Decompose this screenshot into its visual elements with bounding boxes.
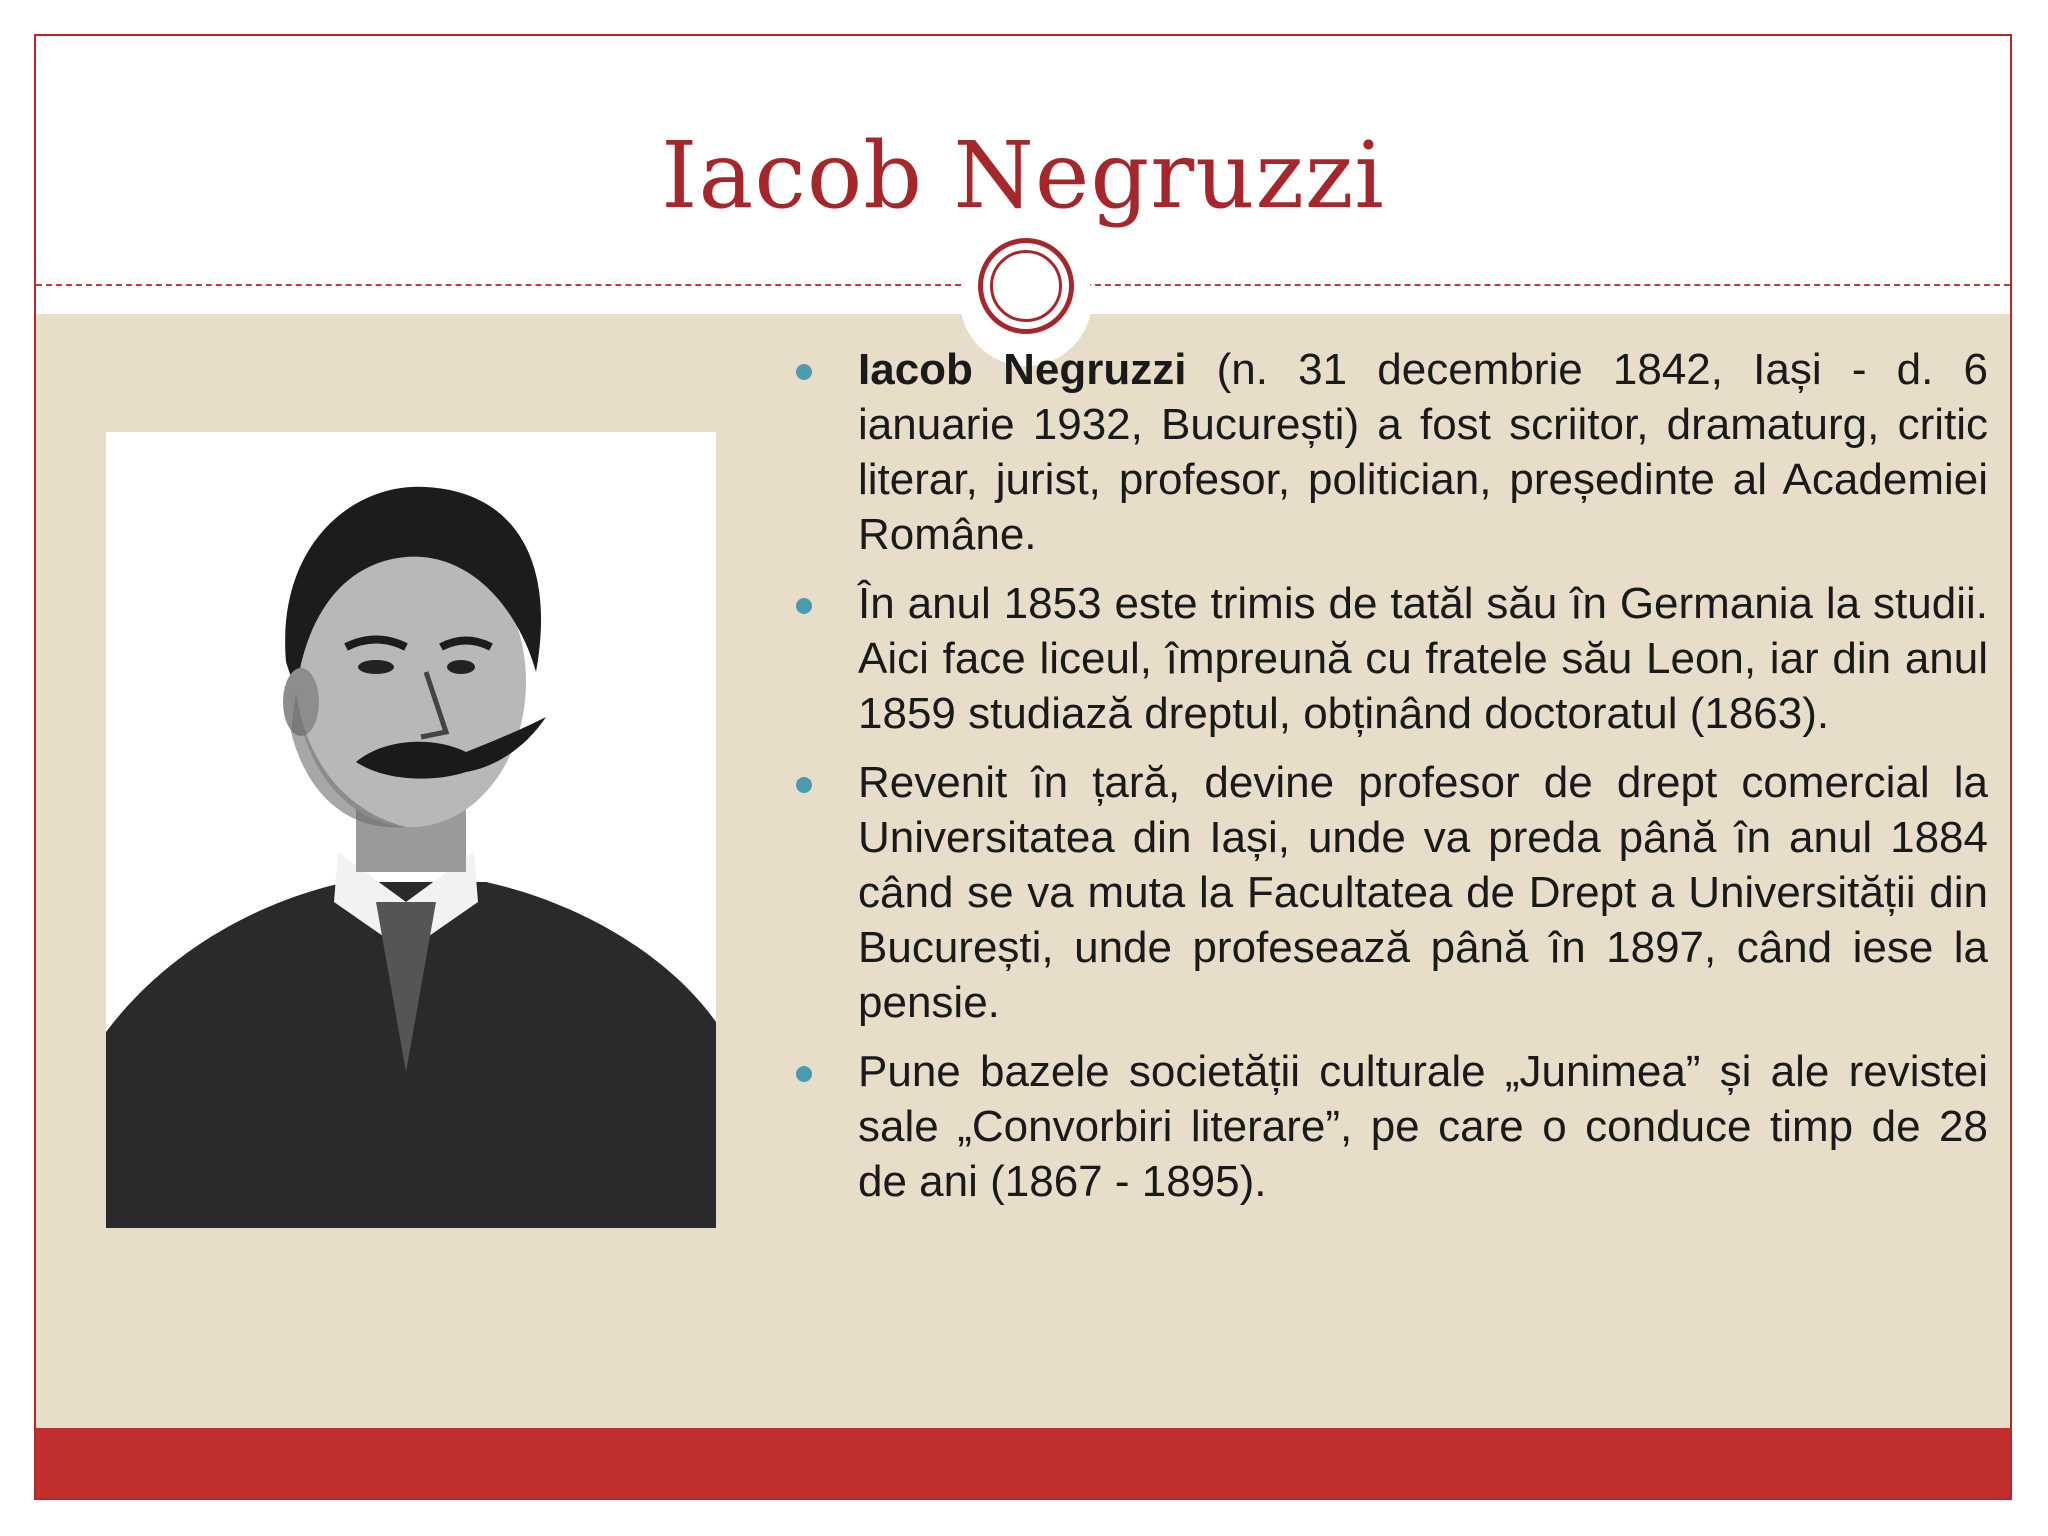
bullet-item-biography <box>796 342 1988 562</box>
circle-ornament-icon <box>978 238 1074 334</box>
bullet-body: Revenit în țară, devine profesor de drept comercial la Universitatea din Iași, unde va preda până în anul 1884 când se va muta la Facultatea de Drept a Universității din București, unde profesează până în 1897, când iese la pensie. <box>858 758 1988 1027</box>
bullet-dot-icon <box>796 598 812 614</box>
bullet-body: (n. 31 decembrie 1842, Iași - d. 6 ianuarie 1932, București) a fost scriitor, dramaturg, critic literar, jurist, profesor, politician, președinte al Academiei Române. <box>858 345 1988 559</box>
bullet-list <box>796 342 1988 1223</box>
bullet-body: Pune bazele societății culturale „Junimea” și ale revistei sale „Convorbiri literare”, pe care o conduce timp de 28 de ani (1867 - 1895). <box>858 1047 1988 1206</box>
circle-ornament-inner <box>990 250 1062 322</box>
portrait-engraving-icon <box>106 432 716 1228</box>
bullet-dot-icon <box>796 777 812 793</box>
bullet-item-junimea <box>796 1044 1988 1209</box>
bullet-dot-icon <box>796 1066 812 1082</box>
bullet-body: În anul 1853 este trimis de tatăl său în Germania la studii. Aici face liceul, împreună cu fratele său Leon, iar din anul 1859 studiază dreptul, obținând doctoratul (1863). <box>858 579 1988 738</box>
footer-bar <box>36 1428 2010 1498</box>
bullet-dot-icon <box>796 364 812 380</box>
bullet-item-studies <box>796 576 1988 741</box>
bullet-text <box>858 345 1988 559</box>
portrait-image <box>106 432 716 1228</box>
bullet-lead-name: Iacob Negruzzi <box>858 345 1187 394</box>
slide-frame <box>34 34 2012 1500</box>
bullet-item-career <box>796 755 1988 1030</box>
slide-title: Iacob Negruzzi <box>661 122 1385 229</box>
